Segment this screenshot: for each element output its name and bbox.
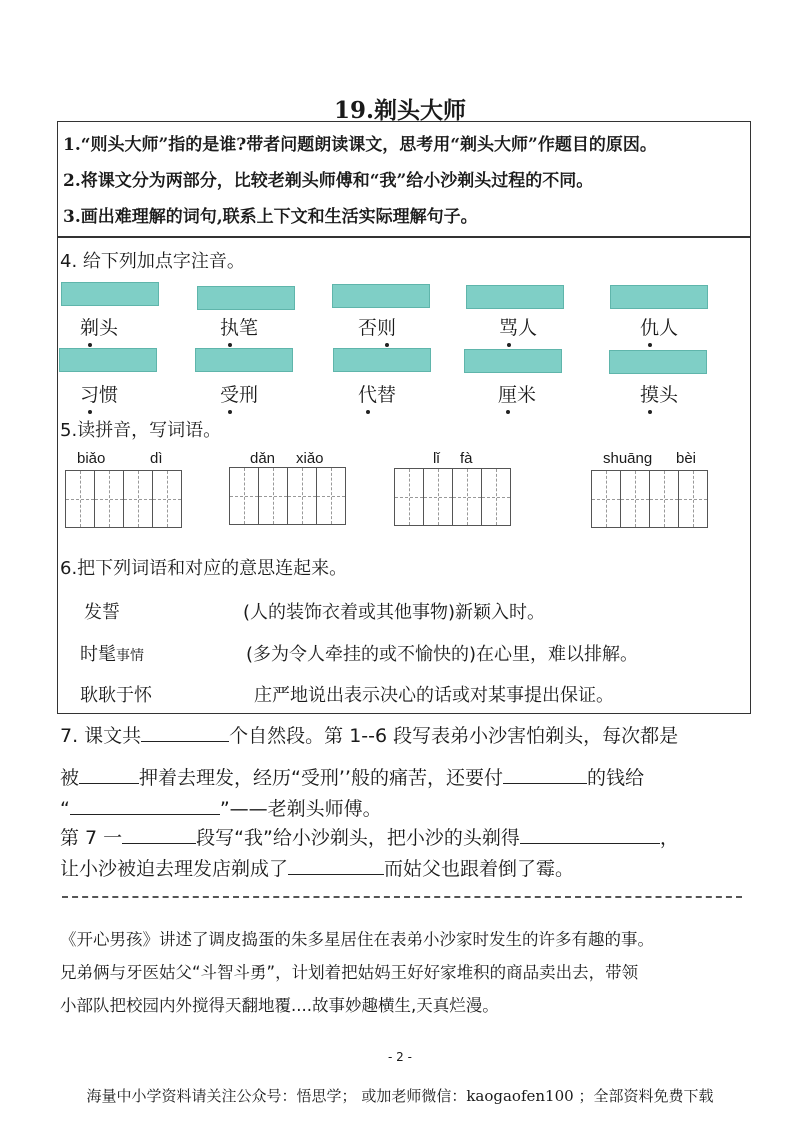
q7-line-4: 第 7 一 段写“我”给小沙剃头，把小沙的头剃得 ， — [60, 827, 679, 849]
fill-blank[interactable] — [520, 825, 660, 844]
vocab-word: 否则 — [358, 313, 396, 340]
pinyin-label: bèi — [676, 450, 697, 467]
pinyin-answer-box[interactable] — [197, 286, 295, 310]
q4-prompt: 4. 给下列加点字注音。 — [60, 251, 245, 272]
match-word[interactable]: 时髦事情 — [80, 644, 144, 665]
q6-prompt: 6.把下列词语和对应的意思连起来。 — [60, 558, 348, 579]
pinyin-answer-box[interactable] — [333, 348, 431, 372]
pinyin-label: fà — [460, 450, 473, 467]
vocab-word: 摸头 — [640, 380, 678, 407]
pinyin-answer-box[interactable] — [464, 349, 562, 373]
pinyin-answer-box[interactable] — [61, 282, 159, 306]
vocab-word: 代替 — [358, 380, 396, 407]
pinyin-answer-box[interactable] — [332, 284, 430, 308]
fill-blank[interactable] — [70, 796, 220, 815]
match-meaning[interactable]: 庄严地说出表示决心的话或对某事提出保证。 — [254, 685, 614, 706]
objective-2: 2.将课文分为两部分，比较老剃头师傅和“我”给小沙剃头过程的不同。 — [63, 171, 594, 191]
fill-blank[interactable] — [122, 825, 196, 844]
pinyin-label: dì — [150, 450, 163, 467]
pinyin-answer-box[interactable] — [466, 285, 564, 309]
vocab-word: 受刑 — [220, 380, 258, 407]
vocab-word: 习惯 — [80, 380, 118, 407]
q5-prompt: 5.读拼音，写词语。 — [60, 420, 222, 441]
vocab-word: 执笔 — [220, 313, 258, 340]
pinyin-label: shuāng — [603, 450, 653, 467]
vocab-word: 仇人 — [640, 313, 678, 340]
match-meaning[interactable]: (多为令人牵挂的或不愉快的)在心里，难以排解。 — [246, 644, 639, 665]
learning-objectives-box — [57, 121, 751, 237]
match-word[interactable]: 耿耿于怀 — [80, 685, 152, 706]
passage-line: 兄弟俩与牙医姑父“斗智斗勇”，计划着把姑妈王好好家堆积的商品卖出去，带领 — [60, 963, 639, 982]
page-number: - 2 - — [388, 1050, 412, 1064]
pinyin-answer-box[interactable] — [59, 348, 157, 372]
page-title: 19.剃头大师 — [333, 97, 466, 124]
q7-line-2: 被 押着去理发，经历“受刑’’般的痛苦，还要付 的钱给 — [60, 767, 644, 789]
passage-line: 小部队把校园内外搅得天翻地覆....故事妙趣横生,天真烂漫。 — [60, 996, 499, 1015]
fill-blank[interactable] — [288, 856, 384, 875]
writing-grid[interactable] — [66, 470, 182, 528]
vocab-word: 剃头 — [80, 313, 118, 340]
pinyin-label: xiǎo — [296, 450, 324, 467]
vocab-word: 厘米 — [498, 380, 536, 407]
pinyin-answer-box[interactable] — [609, 350, 707, 374]
writing-grid[interactable] — [230, 467, 346, 525]
objective-3: 3.画出难理解的词句,联系上下文和生活实际理解句子。 — [63, 207, 478, 227]
footer-note: 海量中小学资料请关注公众号：悟思学； 或加老师微信：kaogaofen100 ；全部资料免费下载 — [86, 1087, 714, 1105]
fill-blank[interactable] — [141, 723, 229, 742]
vocab-word: 骂人 — [499, 313, 537, 340]
pinyin-answer-box[interactable] — [610, 285, 708, 309]
section-divider — [62, 896, 742, 898]
pinyin-answer-box[interactable] — [195, 348, 293, 372]
pinyin-label: lǐ — [433, 450, 440, 467]
fill-blank[interactable] — [79, 765, 139, 784]
objective-1: 1.“则头大师”指的是谁?带者问题朗读课文，思考用“剃头大师”作题目的原因。 — [63, 135, 657, 155]
q7-line-5: 让小沙被迫去理发店剃成了 而姑父也跟着倒了霉。 — [60, 858, 575, 880]
writing-grid[interactable] — [592, 470, 708, 528]
match-word[interactable]: 发誓 — [84, 602, 120, 623]
match-meaning[interactable]: (人的装饰衣着或其他事物)新颖入时。 — [243, 602, 546, 623]
q7-line-3: “ ”——老剃头师傅。 — [60, 798, 382, 820]
fill-blank[interactable] — [503, 765, 587, 784]
pinyin-label: biǎo — [77, 450, 106, 467]
writing-grid[interactable] — [395, 468, 511, 526]
pinyin-label: dǎn — [250, 450, 276, 467]
q7-line-1: 7. 课文共 个自然段。第 1--6 段写表弟小沙害怕剃头，每次都是 — [60, 725, 679, 747]
passage-line: 《开心男孩》讲述了调皮捣蛋的朱多星居住在表弟小沙家时发生的许多有趣的事。 — [60, 930, 654, 949]
